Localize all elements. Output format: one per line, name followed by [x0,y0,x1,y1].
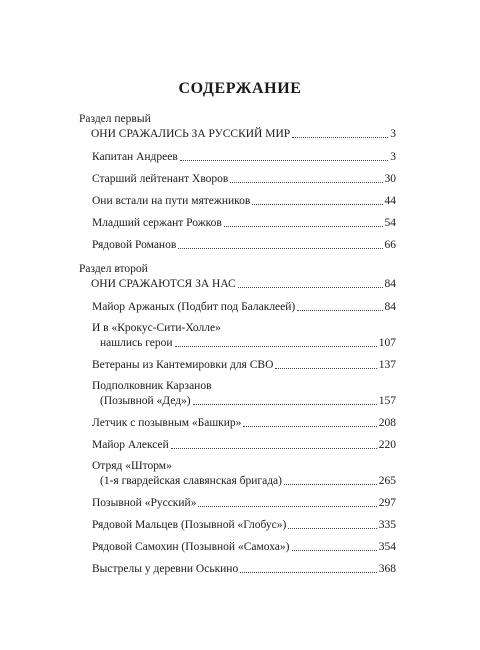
entry-title: Они встали на пути мятежников [92,195,251,207]
toc-entry [79,561,396,577]
page-number: 157 [378,395,396,407]
dot-leader [230,182,382,183]
toc-entry [79,459,396,489]
entry-title: Летчик с позывным «Башкир» [92,417,242,429]
entry-title-continued: (Позывной «Дед») [100,395,191,407]
dot-leader [175,346,377,347]
page-number: 54 [384,217,396,229]
toc-entry [79,171,396,187]
section-label: Раздел первый [79,113,151,125]
page-number: 3 [390,151,396,163]
page-number: 368 [378,563,396,575]
entry-title-continued: (1-я гвардейская славянская бригада) [100,475,282,487]
section-heading-title: ОНИ СРАЖАЮТСЯ ЗА НАС [91,278,236,290]
dot-leader [275,368,376,369]
toc-entry [79,299,396,315]
entry-title: Майор Аржаных (Подбит под Балаклеей) [92,301,296,313]
entry-title: Отряд «Шторм» [92,460,172,472]
toc-entry [79,149,396,165]
dot-leader [243,426,376,427]
page-number: 137 [378,359,396,371]
toc-entry [79,321,396,351]
table-of-contents [79,113,396,583]
entry-title: Младший сержант Рожков [92,217,222,229]
dot-leader [238,287,383,288]
page-number: 3 [390,128,396,140]
dot-leader [224,226,383,227]
entry-title-continued: нашлись герои [100,337,173,349]
page-number: 84 [384,278,396,290]
entry-title: Майор Алексей [92,439,169,451]
entry-title: Выстрелы у деревни Оськино [92,563,239,575]
toc-entry [79,437,396,453]
dot-leader [180,160,388,161]
toc-entry [79,379,396,409]
dot-leader [240,572,377,573]
entry-title: Ветераны из Кантемировки для СВО [92,359,274,371]
toc-entry [79,215,396,231]
entry-title: Капитан Андреев [92,151,178,163]
dot-leader [292,550,377,551]
section-heading-title: ОНИ СРАЖАЛИСЬ ЗА РУССКИЙ МИР [91,128,291,140]
dot-leader [292,137,388,138]
dot-leader [193,404,377,405]
section-heading [79,276,396,292]
toc-entry [79,517,396,533]
page-number: 297 [378,497,396,509]
page-number: 30 [384,173,396,185]
entry-title: Старший лейтенант Хворов [92,173,229,185]
toc-entry [79,237,396,253]
page-number: 208 [378,417,396,429]
dot-leader [288,528,376,529]
page-number: 107 [378,337,396,349]
section-heading [79,126,396,142]
dot-leader [178,248,382,249]
section-label: Раздел второй [79,263,148,275]
page-number: 335 [378,519,396,531]
toc-entry [79,495,396,511]
dot-leader [284,484,377,485]
dot-leader [171,448,377,449]
toc-entry [79,539,396,555]
toc-entry [79,193,396,209]
toc-entry [79,415,396,431]
entry-title: Подполковник Карзанов [92,380,212,392]
dot-leader [252,204,382,205]
page-number: 354 [378,541,396,553]
entry-title: Рядовой Мальцев (Позывной «Глобус») [92,519,287,531]
entry-title: Позывной «Русский» [92,497,197,509]
page-number: 66 [384,239,396,251]
entry-title: И в «Крокус-Сити-Холле» [92,322,221,334]
page-number: 84 [384,301,396,313]
page-number: 220 [378,439,396,451]
dot-leader [198,506,376,507]
entry-title: Рядовой Романов [92,239,177,251]
page-number: 44 [384,195,396,207]
page-number: 265 [378,475,396,487]
entry-title: Рядовой Самохин (Позывной «Самоха») [92,541,290,553]
page-title: СОДЕРЖАНИЕ [178,80,302,97]
toc-entry [79,357,396,373]
dot-leader [297,310,382,311]
